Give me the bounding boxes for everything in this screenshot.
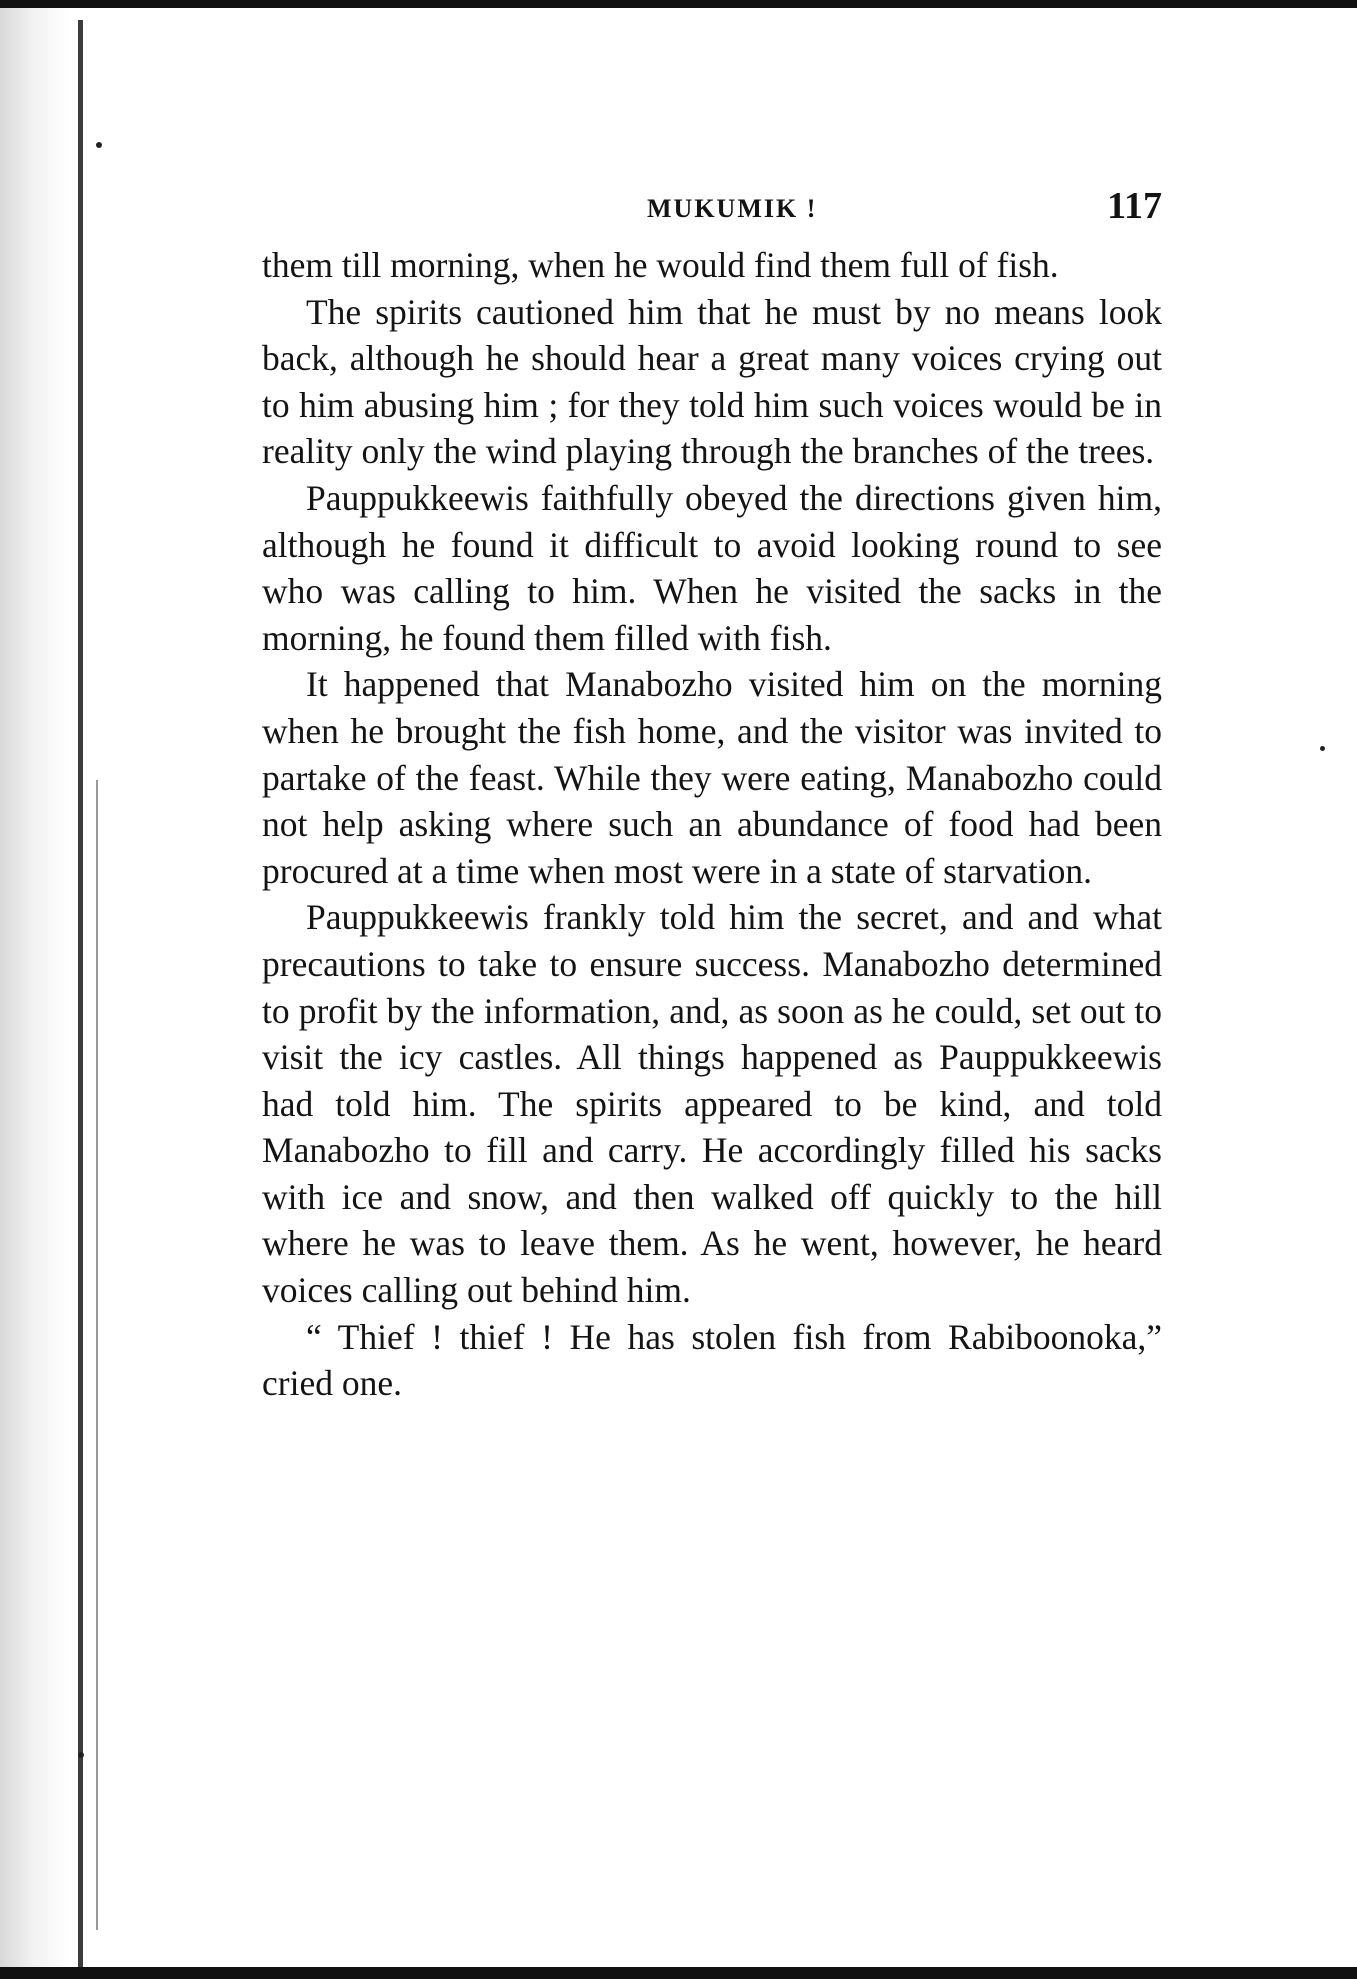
running-head xyxy=(262,180,1162,230)
paragraph: The spirits cautioned him that he must by no means look back, although he should hear a great many voices crying out to him abusing him ; for they told him such voices would be in reality only the wind playing through the branches of the trees. xyxy=(262,291,1162,472)
running-title: MUKUMIK ! xyxy=(647,194,818,223)
scan-edge-top xyxy=(0,0,1357,8)
scan-speck xyxy=(96,142,102,148)
body-text xyxy=(262,242,1162,1407)
scan-binding-line-secondary xyxy=(96,780,98,1930)
scan-edge-shadow xyxy=(0,0,70,1979)
paragraph: Pauppukkeewis faithfully obeyed the directions given him, although he found it difficult to avoid looking round to see who was calling to him. When he visited the sacks in the morning, he found them filled with fish. xyxy=(262,477,1162,658)
paragraph: Pauppukkeewis frankly told him the secret, and and what precautions to take to ensure success. Manabozho determined to profit by the information, and, as soon as he could, set out to visit the icy castles. All things happened as Pauppukkeewis had told him. The spirits appeared to be kind, and told Manabozho to fill and carry. He accordingly filled his sacks with ice and snow, and then walked off quickly to the hill where he was to leave them. As he went, however, he heard voices calling out behind him. xyxy=(262,897,1162,1311)
page-number: 117 xyxy=(1107,185,1162,227)
paragraph: It happened that Manabozho visited him on the morning when he brought the fish home, and the visitor was invited to partake of the feast. While they were eating, Manabozho could not help asking where such an abundance of food had been procured at a time when most were in a state of starvation. xyxy=(262,664,1162,891)
scan-speck xyxy=(78,1752,84,1758)
scan-speck xyxy=(1320,746,1325,751)
scan-binding-line xyxy=(78,20,83,1970)
paragraph: “ Thief ! thief ! He has stolen fish from Rabiboonoka,” cried one. xyxy=(262,1316,1162,1404)
book-page xyxy=(262,180,1162,1407)
scan-edge-bottom xyxy=(0,1967,1357,1979)
paragraph: them till morning, when he would find them full of fish. xyxy=(262,245,1059,285)
